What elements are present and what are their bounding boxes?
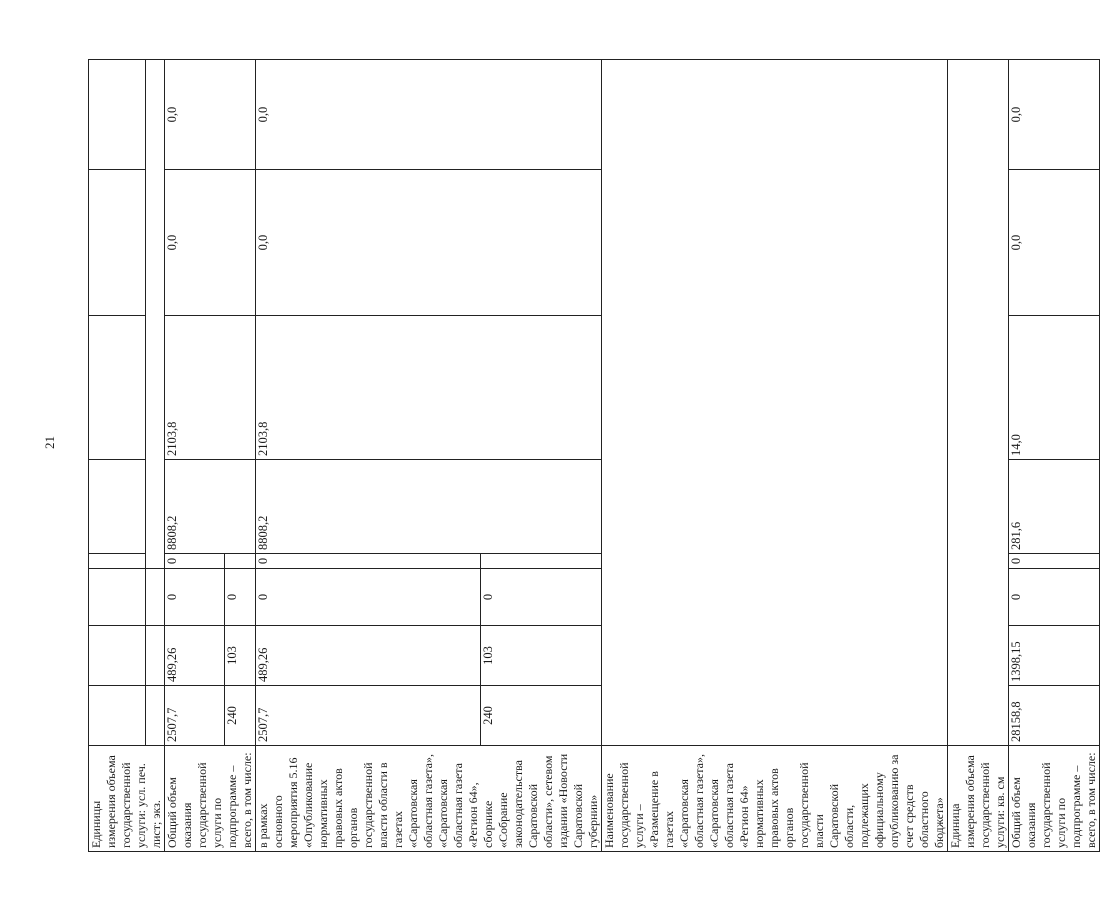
row-label: Единицы измерения объема государственной услуги: усл. печ. лист; экз.	[89, 746, 165, 852]
table-row	[602, 60, 948, 852]
sub-cell: 240	[481, 686, 602, 746]
value-cell: 2103,8	[165, 316, 256, 460]
value-cell: 0	[1009, 554, 1100, 569]
value-cell: 0,0	[165, 170, 256, 316]
row-label: Единица измерения объема государственной услуги: кв. см	[948, 746, 1009, 852]
value-cell: 0	[165, 554, 225, 569]
value-cell	[89, 60, 146, 170]
value-cell	[89, 170, 146, 316]
empty-cell	[948, 60, 1009, 746]
row-label: Общий объем оказания государственной услуги по подпрограмме – всего, в том числе:	[1009, 746, 1100, 852]
value-cell: 0	[165, 569, 225, 626]
sub-cell	[146, 626, 165, 686]
sub-cell: 0	[481, 569, 602, 626]
value-cell: 1398,15	[1009, 626, 1100, 686]
value-cell: 489,26	[256, 626, 481, 686]
sub-cell: 103	[481, 626, 602, 686]
table-row	[256, 60, 481, 852]
table-row	[1009, 60, 1100, 852]
table-row	[165, 60, 225, 852]
value-cell: 0,0	[1009, 60, 1100, 170]
value-cell	[89, 554, 146, 569]
row-label: Наименование государственной услуги – «Размещение в газетах «Саратовская областная газета», «Саратовская областная газета «Регион 64» нормативных правовых актов органов государственной власти Саратовской области, подлежащих официальному опубликованию за счет средств областного бюджета»	[602, 746, 948, 852]
value-cell	[89, 460, 146, 554]
value-cell: 14,0	[1009, 316, 1100, 460]
value-cell: 0	[256, 569, 481, 626]
value-cell: 2507,7	[165, 686, 225, 746]
value-cell: 0	[256, 554, 481, 569]
empty-cell	[602, 60, 948, 746]
sub-cell	[146, 686, 165, 746]
value-cell	[89, 569, 146, 626]
table-row	[948, 60, 1009, 852]
value-cell: 2103,8	[256, 316, 602, 460]
value-cell: 8808,2	[256, 460, 602, 554]
value-cell: 2507,7	[256, 686, 481, 746]
row-label: в рамках основного мероприятия 5.16 «Опубликование нормативных правовых актов органов государственной власти области в газетах «Саратовская областная газета», «Саратовская областная газета «Регион 64», сборнике «Собрание законодательства Саратовской области», сетевом издании «Новости Саратовской губернии»	[256, 746, 602, 852]
value-cell: 0,0	[1009, 170, 1100, 316]
value-cell: 0,0	[256, 170, 602, 316]
sub-cell: 0	[225, 569, 256, 626]
value-cell: 0	[1009, 569, 1100, 626]
table-row	[89, 60, 146, 852]
value-cell: 28158,8	[1009, 686, 1100, 746]
value-cell	[89, 316, 146, 460]
value-cell: 0,0	[256, 60, 602, 170]
sub-cell: 103	[225, 626, 256, 686]
volume-table	[88, 59, 1100, 852]
table-subrow	[146, 60, 165, 852]
value-cell: 8808,2	[165, 460, 256, 554]
value-cell	[89, 626, 146, 686]
row-label: Общий объем оказания государственной услуги по подпрограмме – всего, в том числе:	[165, 746, 256, 852]
value-cell: 489,26	[165, 626, 225, 686]
value-cell: 0,0	[165, 60, 256, 170]
value-cell	[89, 686, 146, 746]
sub-cell: 240	[225, 686, 256, 746]
value-cell: 281,6	[1009, 460, 1100, 554]
rotated-table-page	[88, 60, 1098, 852]
sub-cell	[146, 569, 165, 626]
page-number: 21	[42, 436, 57, 449]
